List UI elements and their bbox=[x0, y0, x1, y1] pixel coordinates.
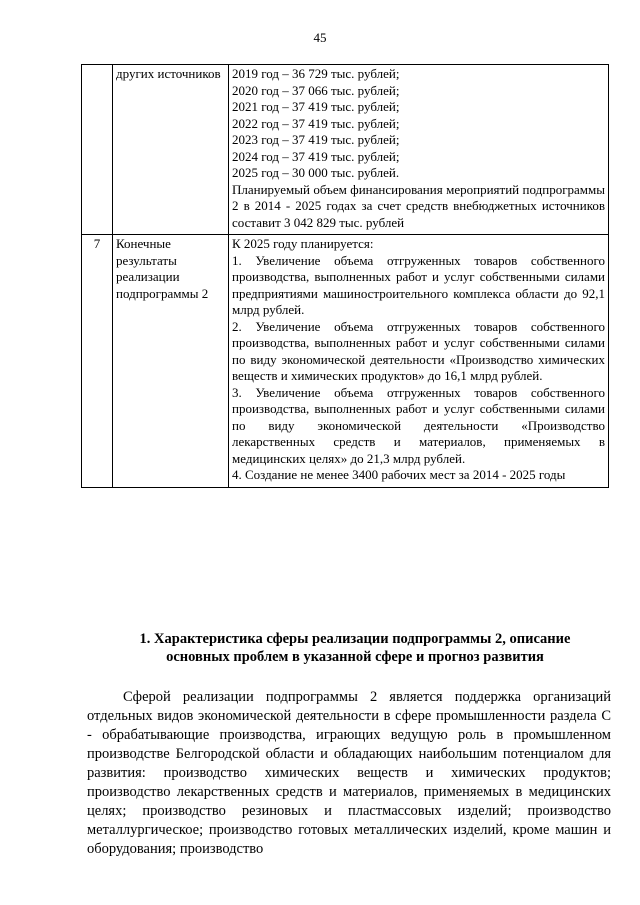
funding-line: 2021 год – 37 419 тыс. рублей; bbox=[232, 99, 400, 114]
funding-line: 2024 год – 37 419 тыс. рублей; bbox=[232, 148, 400, 164]
funding-line: 2020 год – 37 066 тыс. рублей; bbox=[232, 82, 400, 98]
results-intro: К 2025 году планируется: bbox=[232, 236, 374, 251]
result-item: 4. Создание не менее 3400 рабочих мест за 2014 - 2025 годы bbox=[232, 467, 566, 482]
funding-line: 2022 год – 37 419 тыс. рублей; bbox=[232, 115, 400, 131]
result-item: 3. Увеличение объема отгруженных товаров собственного производства, выполненных работ и услуг собственными силами по виду экономической деятельности «Производство лекарственных средств и материалов, применяемых в медицинских целях» до 21,3 млрд рублей. bbox=[232, 384, 605, 466]
row-number-cell bbox=[82, 65, 113, 235]
funding-line: 2023 год – 37 419 тыс. рублей; bbox=[232, 132, 400, 147]
table-row-final-results bbox=[82, 235, 609, 488]
table-row-other-sources bbox=[82, 65, 609, 235]
body-text bbox=[87, 688, 611, 859]
row-value-other-sources bbox=[229, 65, 609, 235]
row-number-cell: 7 bbox=[82, 235, 113, 488]
row-label-other-sources: других источников bbox=[113, 65, 229, 235]
row-value-final-results bbox=[229, 235, 609, 488]
funding-line: 2019 год – 36 729 тыс. рублей; bbox=[232, 66, 400, 81]
section-heading: 1. Характеристика сферы реализации подпрограммы 2, описание основных проблем в указанной сфере и прогноз развития bbox=[139, 631, 571, 665]
funding-line: 2025 год – 30 000 тыс. рублей. bbox=[232, 165, 400, 180]
page-number: 45 bbox=[313, 30, 327, 45]
subprogram-passport-table bbox=[81, 64, 609, 488]
body-paragraph: Сферой реализации подпрограммы 2 является поддержка организаций отдельных видов экономической деятельности в сфере промышленности раздела С - обрабатывающие производства, играющих ведущую роль в промышленном производстве Белгородской области и обладающих наибольшим потенциалом для развития: производство химических веществ и химических продуктов; производство лекарственных средств и материалов, применяемых в медицинских целях; производство резиновых и пластмассовых изделий; производство металлургическое; производство готовых металлических изделий, кроме машин и оборудования; производство bbox=[87, 689, 611, 857]
result-item: 2. Увеличение объема отгруженных товаров собственного производства, выполненных работ и услуг собственными силами по виду экономической деятельности «Производство химических веществ и химических продуктов» до 16,1 млрд рублей. bbox=[232, 318, 605, 383]
funding-summary: Планируемый объем финансирования мероприятий подпрограммы 2 в 2014 - 2025 годах за счет средств внебюджетных источников составит 3 042 829 тыс. рублей bbox=[232, 181, 605, 230]
result-item: 1. Увеличение объема отгруженных товаров собственного производства, выполненных работ и услуг собственными силами предприятиями машиностроительного комплекса области до 92,1 млрд рублей. bbox=[232, 252, 605, 317]
row-label-final-results: Конечные результаты реализации подпрограммы 2 bbox=[113, 235, 229, 488]
